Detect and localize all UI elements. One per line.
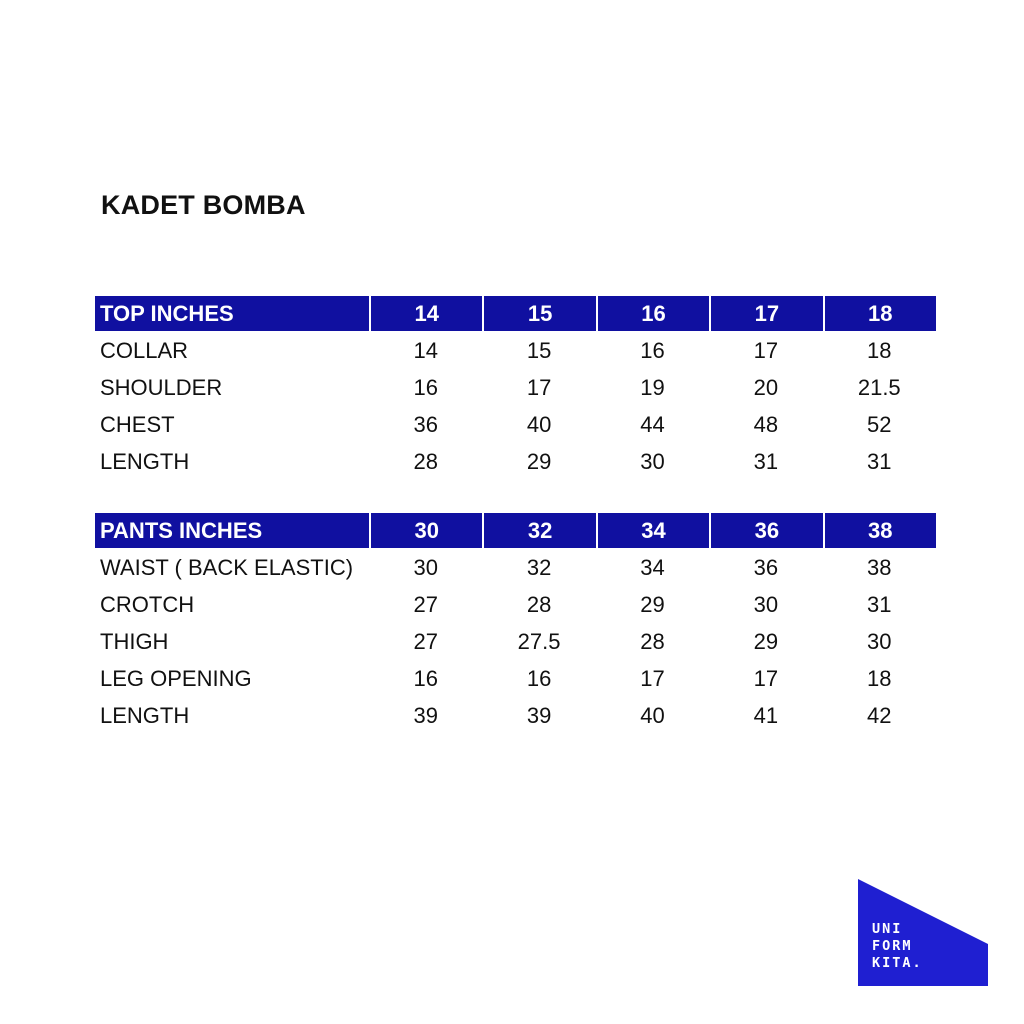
table-cell: 17 <box>640 665 665 691</box>
logo-line: KITA. <box>872 955 923 971</box>
table-cell: 15 <box>526 337 552 363</box>
table-row <box>95 406 936 443</box>
table-cell: 30 <box>867 628 892 654</box>
header-cell: 38 <box>823 513 936 548</box>
logo-wordmark <box>872 921 923 972</box>
top-size-table <box>95 296 936 480</box>
table-row <box>95 660 936 697</box>
header-cell: 30 <box>369 513 482 548</box>
row-label: CHEST <box>100 411 175 437</box>
table-cell: 38 <box>867 554 892 580</box>
table-cell: 28 <box>640 628 665 654</box>
logo-line: FORM <box>872 938 913 954</box>
table-cell: 19 <box>640 374 665 400</box>
table-cell: 17 <box>753 337 779 363</box>
table-cell: 34 <box>640 554 665 580</box>
table-row <box>95 369 936 406</box>
logo-line: UNI <box>872 921 903 937</box>
table-cell: 31 <box>867 448 892 474</box>
row-label: LENGTH <box>100 448 190 474</box>
table-cell: 21.5 <box>857 374 901 400</box>
row-label: THIGH <box>100 628 169 654</box>
table-row <box>95 697 936 734</box>
table-cell: 18 <box>867 665 892 691</box>
table-cell: 17 <box>753 665 779 691</box>
row-label: COLLAR <box>100 337 189 363</box>
table-cell: 36 <box>413 411 438 437</box>
table-cell: 29 <box>526 448 552 474</box>
uniform-kita-logo <box>858 879 988 986</box>
table-row <box>95 549 936 586</box>
table-cell: 27.5 <box>517 628 561 654</box>
row-label: LEG OPENING <box>100 665 252 691</box>
header-cell: 36 <box>709 513 822 548</box>
table-header-row <box>95 513 936 548</box>
table-cell: 28 <box>526 591 552 617</box>
table-cell: 16 <box>413 665 438 691</box>
table-cell: 31 <box>867 591 892 617</box>
table-cell: 20 <box>753 374 779 400</box>
header-cell: 15 <box>482 296 595 331</box>
table-row <box>95 332 936 369</box>
row-label: LENGTH <box>100 702 190 728</box>
table-cell: 31 <box>753 448 779 474</box>
table-cell: 42 <box>867 702 892 728</box>
pants-size-table <box>95 513 936 734</box>
table-cell: 17 <box>526 374 552 400</box>
table-cell: 29 <box>753 628 779 654</box>
table-cell: 16 <box>413 374 438 400</box>
header-cell: PANTS INCHES <box>95 513 369 548</box>
table-cell: 16 <box>640 337 665 363</box>
header-cell: 32 <box>482 513 595 548</box>
table-cell: 41 <box>753 702 779 728</box>
table-cell: 40 <box>526 411 552 437</box>
header-cell: 34 <box>596 513 709 548</box>
header-cell: TOP INCHES <box>95 296 369 331</box>
table-cell: 30 <box>413 554 438 580</box>
table-cell: 48 <box>753 411 779 437</box>
table-cell: 16 <box>526 665 552 691</box>
table-cell: 32 <box>526 554 552 580</box>
table-cell: 36 <box>753 554 779 580</box>
header-cell: 16 <box>596 296 709 331</box>
table-cell: 52 <box>867 411 892 437</box>
table-cell: 40 <box>640 702 665 728</box>
table-cell: 18 <box>867 337 892 363</box>
table-cell: 39 <box>413 702 438 728</box>
header-cell: 18 <box>823 296 936 331</box>
header-cell: 14 <box>369 296 482 331</box>
table-cell: 44 <box>640 411 665 437</box>
table-cell: 39 <box>526 702 552 728</box>
table-row <box>95 586 936 623</box>
table-cell: 30 <box>640 448 665 474</box>
row-label: CROTCH <box>100 591 195 617</box>
table-cell: 29 <box>640 591 665 617</box>
table-cell: 30 <box>753 591 779 617</box>
table-cell: 27 <box>413 628 438 654</box>
row-label: SHOULDER <box>100 374 223 400</box>
row-label: WAIST ( BACK ELASTIC) <box>100 554 354 580</box>
header-cell: 17 <box>709 296 822 331</box>
table-row <box>95 443 936 480</box>
table-cell: 28 <box>413 448 438 474</box>
table-cell: 27 <box>413 591 438 617</box>
table-cell: 14 <box>413 337 438 363</box>
page-title: KADET BOMBA <box>101 190 306 220</box>
table-row <box>95 623 936 660</box>
table-header-row <box>95 296 936 331</box>
